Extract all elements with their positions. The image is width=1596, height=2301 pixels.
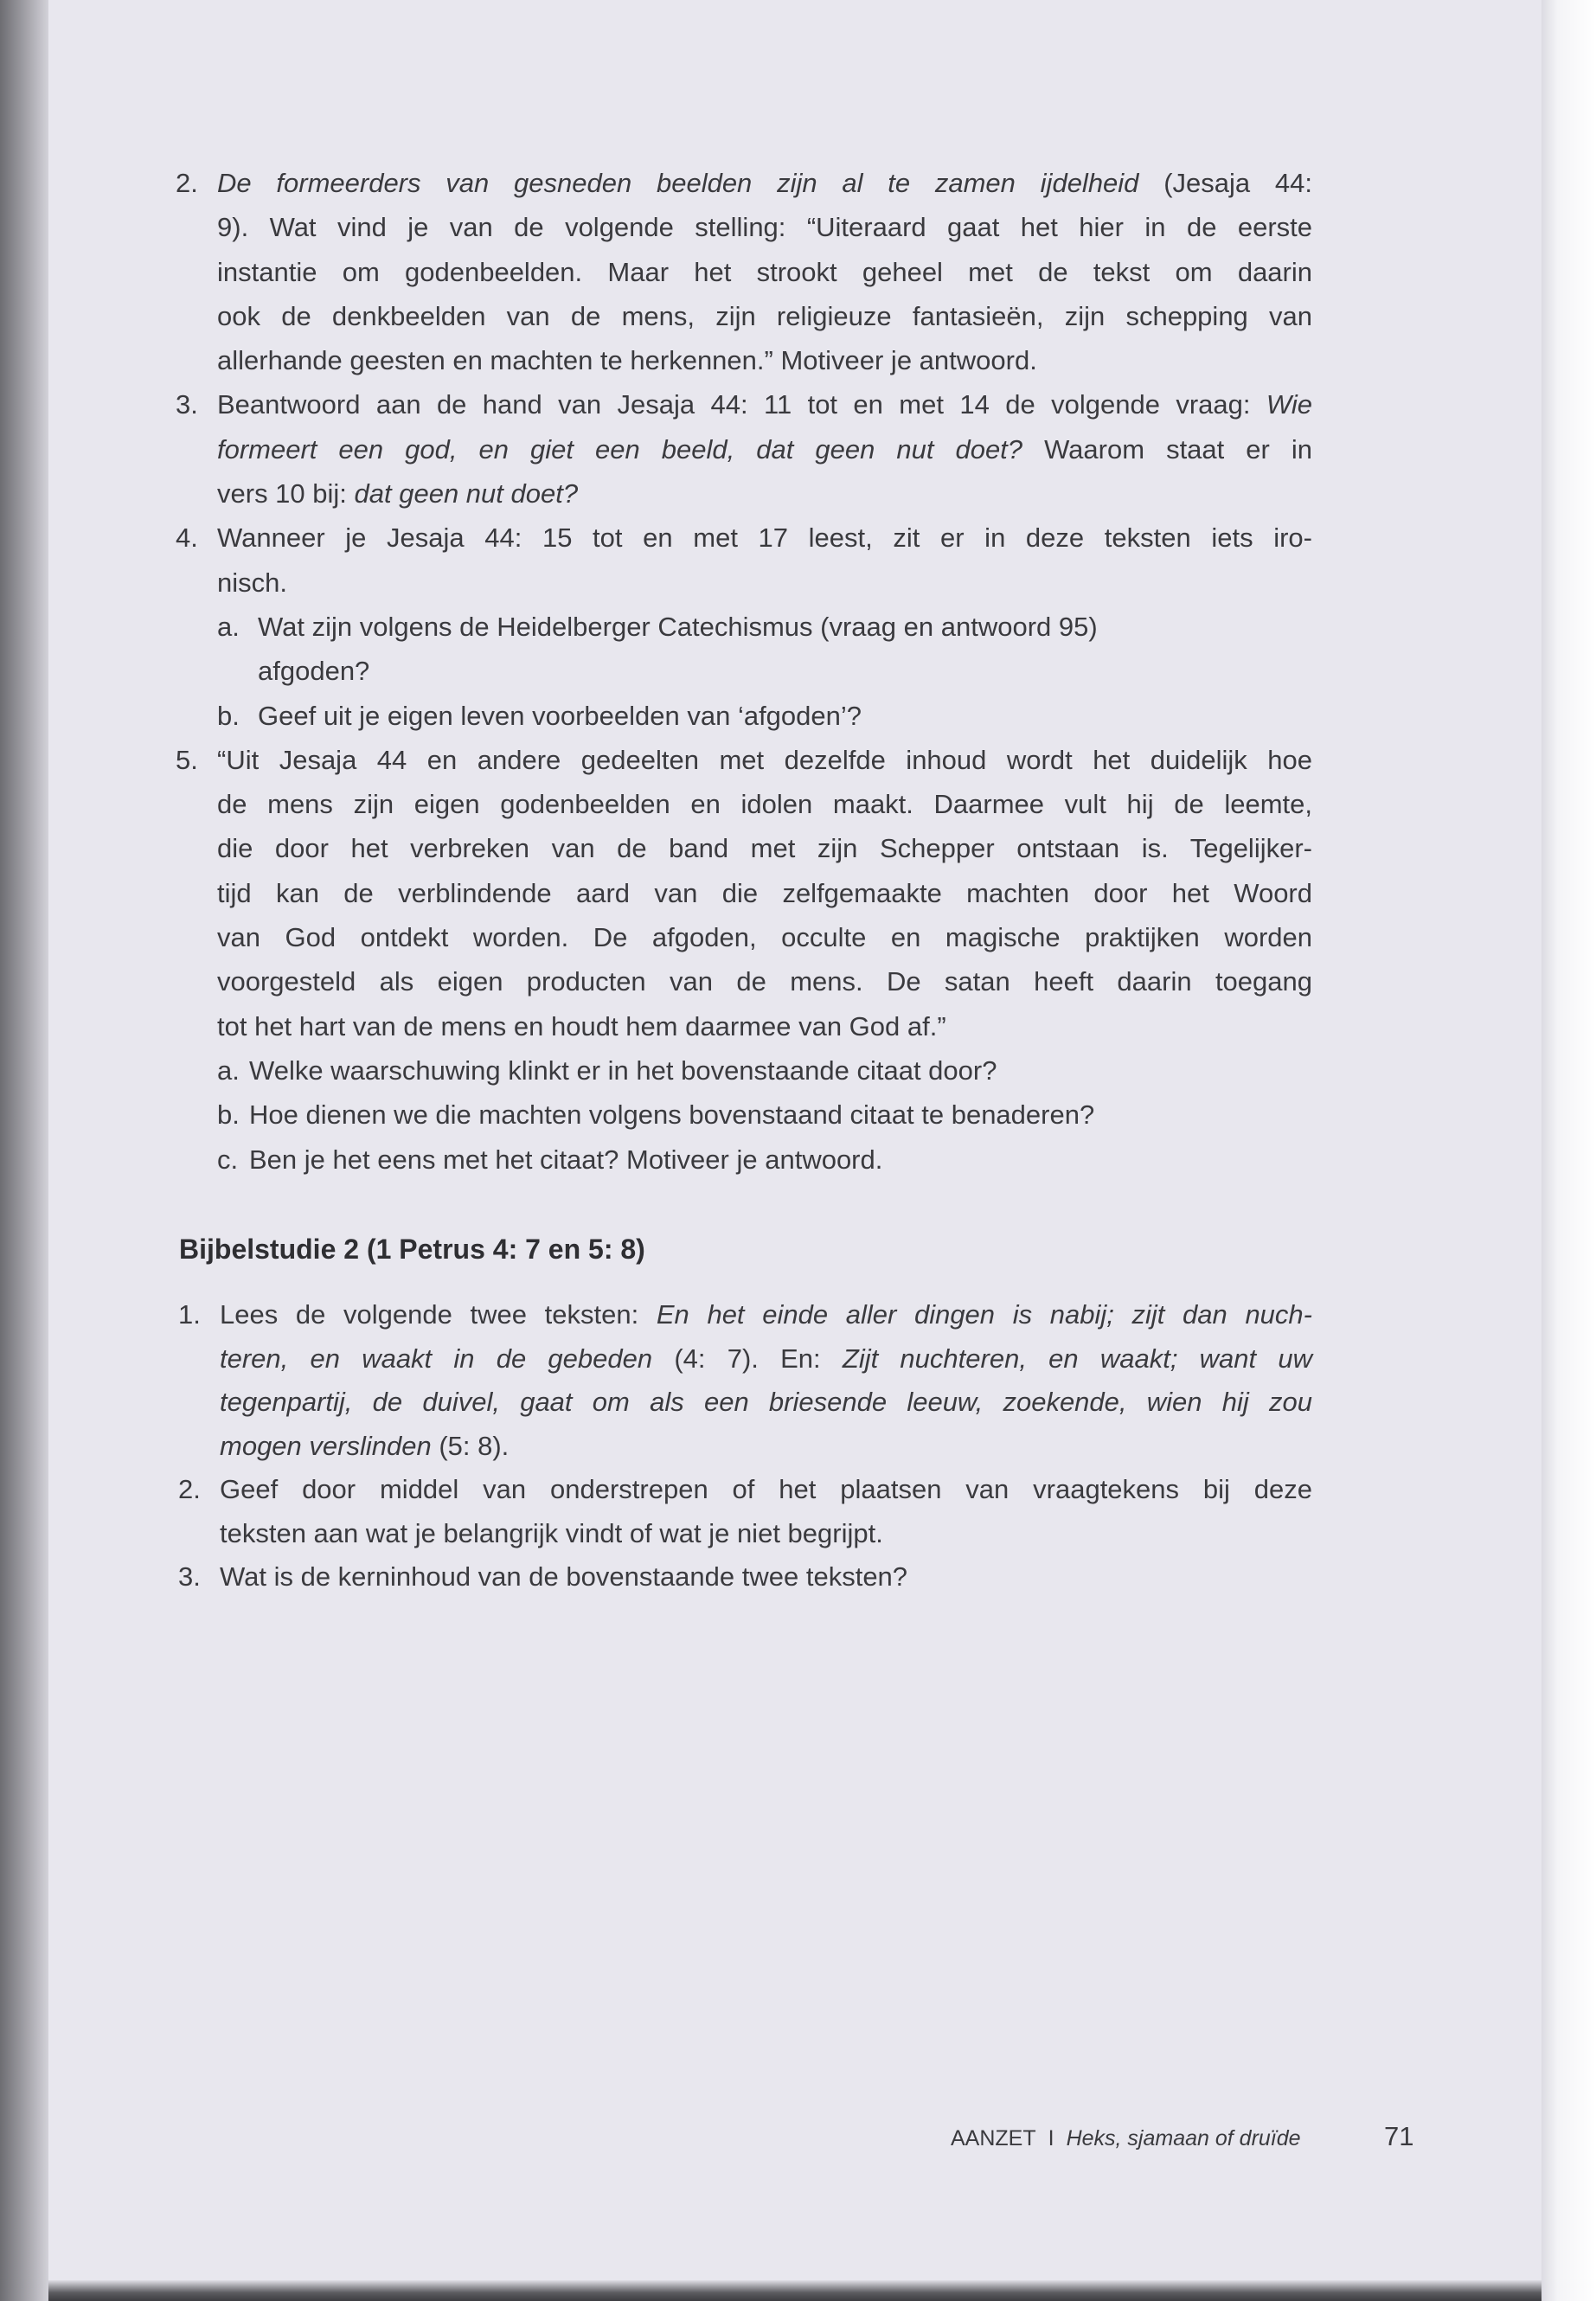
text-segment: Waarom staat er in [1022, 433, 1312, 465]
list-number: 2. [178, 1474, 201, 1504]
text-segment: allerhande geesten en machten te herkennen.” Motiveer je antwoord. [217, 345, 1037, 376]
line-text [217, 1004, 1312, 1048]
text-segment: Welke waarschuwing klinkt er in het bovenstaande citaat door? [249, 1054, 997, 1086]
line-text [217, 516, 1312, 560]
footer-series: AANZET [951, 2126, 1036, 2150]
line-text [249, 1138, 1312, 1182]
text-segment: tot het hart van de mens en houdt hem daarmee van God af.” [217, 1010, 946, 1042]
text-segment: Geef door middel van onderstrepen of het plaatsen van vraagtekens bij deze [220, 1474, 1312, 1504]
line-text [217, 427, 1312, 471]
text-segment: (5: 8). [431, 1430, 510, 1461]
list-number: 1. [178, 1299, 201, 1330]
text-line [0, 694, 1596, 738]
text-segment: Hoe dienen we die machten volgens bovenstaand citaat te benaderen? [249, 1099, 1095, 1131]
text-segment: (4: 7). En: [652, 1343, 843, 1374]
text-line [0, 605, 1596, 649]
text-segment: Ben je het eens met het citaat? Motiveer je antwoord. [249, 1144, 883, 1175]
text-segment: teksten aan wat je belangrijk vindt of wat je niet begrijpt. [220, 1517, 883, 1548]
text-segment: van God ontdekt worden. De afgoden, occulte en magische praktijken worden [217, 922, 1312, 953]
text-segment: de mens zijn eigen godenbeelden en idolen maakt. Daarmee vult hij de leemte, [217, 789, 1312, 820]
text-segment: 9). Wat vind je van de volgende stelling: “Uiteraard gaat het hier in de eerste [217, 212, 1312, 243]
text-line [0, 871, 1596, 915]
line-text [258, 649, 1312, 693]
line-text [217, 738, 1312, 782]
line-text [217, 205, 1312, 249]
line-text [249, 1048, 1312, 1093]
line-text [220, 1425, 1312, 1469]
italic-quote-segment: dat geen nut doet? [354, 478, 579, 510]
text-line [0, 1555, 1596, 1599]
text-line [0, 1381, 1596, 1425]
text-line [0, 959, 1596, 1003]
line-text [220, 1381, 1312, 1425]
text-line [0, 427, 1596, 471]
line-text [220, 1512, 1312, 1556]
line-text [217, 561, 1312, 605]
text-segment: tijd kan de verblindende aard van die zelfgemaakte machten door het Woord [217, 877, 1312, 908]
text-segment: nisch. [217, 567, 287, 598]
text-line [0, 915, 1596, 959]
line-text [217, 382, 1312, 426]
list-number: 3. [178, 1561, 201, 1592]
text-segment: die door het verbreken van de band met zijn Schepper ontstaan is. Tegelijker- [217, 833, 1312, 864]
line-text [217, 782, 1312, 826]
line-text [217, 915, 1312, 959]
text-line [0, 516, 1596, 560]
line-text [217, 338, 1312, 382]
text-line [0, 1468, 1596, 1512]
text-line [0, 471, 1596, 516]
text-segment: vers 10 bij: [217, 478, 355, 510]
text-segment: afgoden? [258, 656, 370, 687]
list-number: b. [217, 700, 240, 731]
text-segment: voorgesteld als eigen producten van de mens. De satan heeft daarin toegang [217, 966, 1312, 997]
list-number: a. [217, 611, 240, 642]
section-heading: Bijbelstudie 2 (1 Petrus 4: 7 en 5: 8) [179, 1234, 645, 1265]
line-text [220, 1293, 1312, 1337]
italic-quote-segment: mogen verslinden [220, 1430, 432, 1461]
text-segment: ook de denkbeelden van de mens, zijn religieuze fantasieën, zijn schepping van [217, 300, 1312, 331]
italic-quote-segment: De formeerders van gesneden beelden zijn al te zamen ijdelheid [217, 168, 1139, 198]
italic-quote-segment: tegenpartij, de duivel, gaat om als een briesende leeuw, zoekende, wien hij zou [220, 1387, 1312, 1417]
list-number: a. [217, 1054, 240, 1086]
italic-quote-segment: En het einde aller dingen is nabij; zijt dan nuch- [656, 1299, 1312, 1330]
text-line [0, 338, 1596, 382]
text-line [0, 826, 1596, 870]
text-segment: (Jesaja 44: [1138, 168, 1312, 198]
running-footer [951, 2121, 1301, 2156]
text-segment: Wat zijn volgens de Heidelberger Catechismus (vraag en antwoord 95) [258, 611, 1098, 642]
text-line [0, 294, 1596, 338]
text-line [0, 1048, 1596, 1093]
text-line [0, 1138, 1596, 1182]
text-segment: Wanneer je Jesaja 44: 15 tot en met 17 leest, zit er in deze teksten iets iro- [217, 522, 1312, 554]
italic-quote-segment: teren, en waakt in de gebeden [220, 1343, 653, 1374]
line-text [217, 161, 1312, 205]
text-line [0, 649, 1596, 693]
line-text [217, 294, 1312, 338]
scan-bottom-edge [48, 2280, 1542, 2301]
text-segment: “Uit Jesaja 44 en andere gedeelten met dezelfde inhoud wordt het duidelijk hoe [217, 744, 1312, 775]
italic-quote-segment: formeert een god, en giet een beeld, dat geen nut doet? [217, 433, 1023, 465]
list-number: b. [217, 1099, 240, 1131]
text-line [0, 1093, 1596, 1137]
text-line [0, 1004, 1596, 1048]
italic-quote-segment: Wie [1266, 389, 1312, 420]
text-line [0, 250, 1596, 294]
line-text [217, 250, 1312, 294]
list-number: 4. [176, 522, 198, 554]
text-line [0, 382, 1596, 426]
text-line [0, 1512, 1596, 1556]
line-text [220, 1337, 1312, 1381]
line-text [220, 1468, 1312, 1512]
question-list-section-1 [0, 161, 1596, 1182]
line-text [258, 605, 1312, 649]
text-segment: Beantwoord aan de hand van Jesaja 44: 11 tot en met 14 de volgende vraag: [217, 389, 1266, 420]
list-number: 2. [176, 168, 198, 198]
line-text [217, 959, 1312, 1003]
italic-quote-segment: Zijt nuchteren, en waakt; want uw [842, 1343, 1312, 1374]
text-segment: Lees de volgende twee teksten: [220, 1299, 657, 1330]
text-segment: Geef uit je eigen leven voorbeelden van ‘afgoden’? [258, 700, 862, 731]
footer-title: Heks, sjamaan of druïde [1066, 2126, 1301, 2150]
text-segment: instantie om godenbeelden. Maar het strookt geheel met de tekst om daarin [217, 256, 1312, 287]
line-text [258, 694, 1312, 738]
line-text [220, 1555, 1312, 1599]
line-text [249, 1093, 1312, 1137]
text-line [0, 1293, 1596, 1337]
text-line [0, 205, 1596, 249]
list-number: c. [217, 1144, 239, 1175]
text-line [0, 161, 1596, 205]
text-line [0, 561, 1596, 605]
line-text [217, 826, 1312, 870]
line-text [217, 471, 1312, 516]
line-text [217, 871, 1312, 915]
page-number: 71 [1384, 2121, 1414, 2151]
list-number: 5. [176, 744, 198, 775]
text-segment: Wat is de kerninhoud van de bovenstaande twee teksten? [220, 1561, 908, 1592]
text-line [0, 782, 1596, 826]
question-list-section-2 [0, 1293, 1596, 1599]
list-number: 3. [176, 389, 198, 420]
text-line [0, 1425, 1596, 1469]
text-line [0, 738, 1596, 782]
text-line [0, 1337, 1596, 1381]
footer-separator: I [1048, 2126, 1054, 2150]
